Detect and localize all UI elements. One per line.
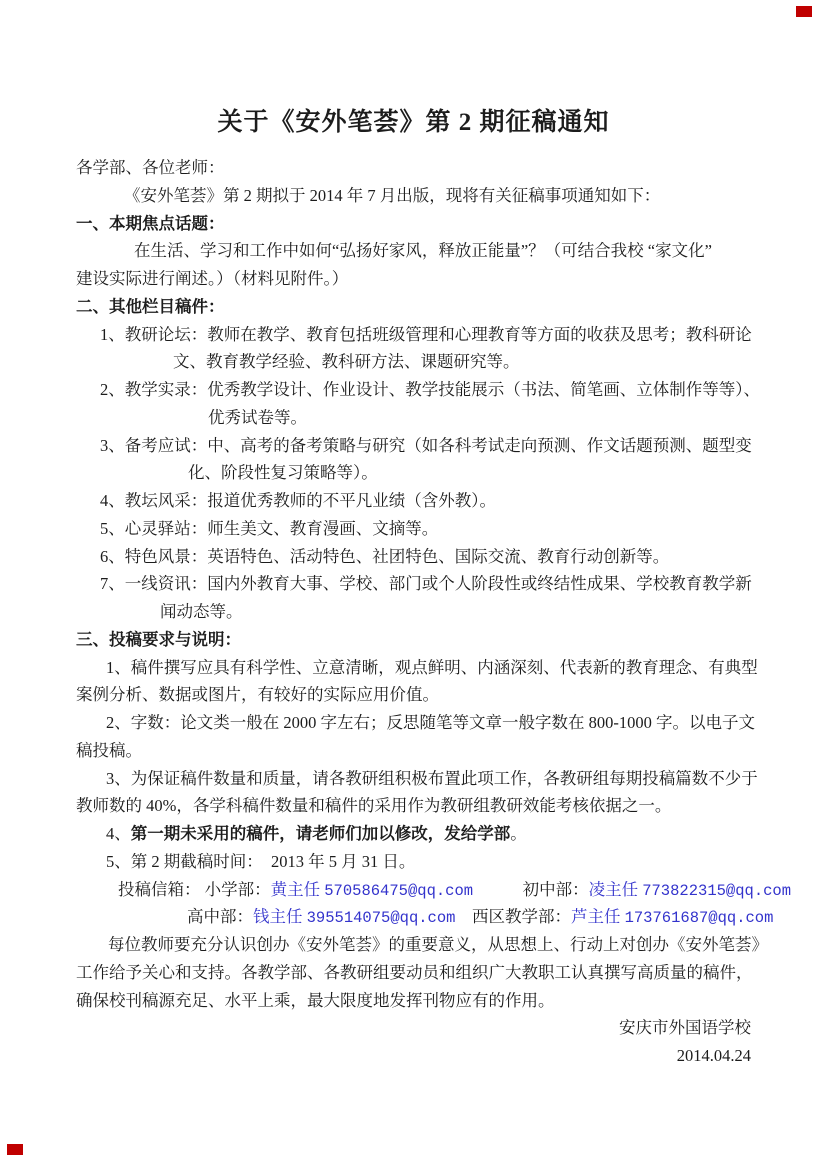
bold-text-run: 一、本期焦点话题：: [76, 214, 225, 233]
document-title: 关于《安外笔荟》第 2 期征稿通知: [217, 109, 610, 136]
text-run: 6、特色风景：英语特色、活动特色、社团特色、国际交流、教育行动创新等。: [100, 546, 670, 566]
signature-line: [76, 1014, 751, 1042]
text-run: 5、第 2 期截稿时间： 2013 年 5 月 31 日。: [106, 851, 416, 871]
doc-line: [76, 626, 751, 654]
contact-line-2: [76, 903, 774, 931]
text-run: 工作给予关心和支持。各教学部、各教研组要动员和组织广大教职工认真撰写高质量的稿件，: [76, 962, 753, 982]
contact-line-1: [76, 876, 792, 904]
text-run: 建设实际进行阐述。）（材料见附件。）: [76, 269, 349, 288]
text-run: 4、教坛风采：报道优秀教师的不平凡业绩（含外教）。: [100, 491, 496, 510]
text-run: 稿投稿。: [76, 740, 142, 760]
text-run: 7、一线资讯：国内外教育大事、学校、部门或个人阶段性或终结性成果、学校教育教学新: [100, 574, 752, 594]
doc-line: [76, 681, 751, 709]
text-run: 安庆市外国语学校: [619, 1018, 751, 1038]
text-run: 初中部：: [473, 879, 589, 899]
text-run: 闻动态等。: [160, 602, 243, 621]
text-run: 在生活、学习和工作中如何“弘扬好家风，释放正能量”？（可结合我校 “家文化”: [134, 241, 712, 261]
doc-line: [76, 459, 751, 487]
doc-line: [76, 820, 751, 848]
text-run: 3、为保证稿件数量和质量，请各教研组积极布置此项工作，各教研组每期投稿篇数不少于: [106, 768, 758, 788]
text-run: 2、字数：论文类一般在 2000 字左右；反思随笔等文章一般字数在 800-1000 字。以电子文: [106, 713, 755, 732]
text-run: 优秀试卷等。: [208, 407, 307, 427]
email-link-primary[interactable]: 570586475@qq.com: [324, 881, 474, 900]
corner-mark-bottom-left: [7, 1144, 23, 1155]
doc-line: [76, 265, 751, 293]
doc-line: [76, 765, 758, 793]
text-run: 确保校刊稿源充足、水平上乘，最大限度地发挥刊物应有的作用。: [76, 990, 555, 1010]
text-run: 化、阶段性复习策略等）。: [188, 463, 378, 483]
text-run: 每位教师要充分认识创办《安外笔荟》的重要意义，从思想上、行动上对创办《安外笔荟》: [108, 935, 768, 954]
text-run: 《安外笔荟》第 2 期拟于 2014 年 7 月出版，现将有关征稿事项通知如下：: [124, 185, 661, 205]
doc-line: [76, 654, 758, 682]
text-run: 文、教育教学经验、教科研方法、课题研究等。: [173, 352, 520, 372]
text-run: 2014.04.24: [676, 1046, 751, 1065]
doc-line: [76, 959, 751, 987]
bold-text-run: 第一期未采用的稿件，请老师们加以修改，发给学部: [130, 825, 511, 843]
doc-line: [76, 598, 751, 626]
text-run: 5、心灵驿站：师生美文、教育漫画、文摘等。: [100, 518, 439, 538]
doc-line: [76, 293, 751, 321]
doc-line: [76, 543, 751, 571]
text-run: 4、: [106, 824, 131, 843]
text-run: 1、稿件撰写应具有科学性、立意清晰，观点鲜明、内涵深刻、代表新的教育理念、有典型: [106, 657, 758, 677]
doc-line: [76, 570, 751, 598]
document-body: [76, 0, 792, 1070]
doc-line: [76, 182, 751, 210]
corner-mark-top-right: [796, 6, 812, 17]
doc-line: [76, 792, 751, 820]
doc-line: [76, 154, 751, 182]
doc-line: [76, 848, 751, 876]
doc-line: [76, 487, 751, 515]
text-run: 西区教学部：: [455, 907, 571, 927]
doc-line: [76, 515, 751, 543]
doc-line: [76, 737, 751, 765]
doc-line: [76, 931, 768, 959]
doc-line: [76, 348, 751, 376]
doc-line: [76, 432, 751, 460]
text-run: 案例分析、数据或图片，有较好的实际应用价值。: [76, 685, 439, 705]
email-link-west[interactable]: 173761687@qq.com: [624, 909, 774, 928]
text-run: 3、备考应试：中、高考的备考策略与研究（如各科考试走向预测、作文话题预测、题型变: [100, 435, 752, 455]
document-lines: [76, 154, 792, 1070]
doc-line: [76, 987, 751, 1015]
doc-line: [76, 210, 751, 238]
email-link-junior[interactable]: 773822315@qq.com: [642, 881, 792, 900]
email-link-senior[interactable]: 395514075@qq.com: [306, 909, 456, 928]
doc-line: [76, 321, 751, 349]
text-run: 投稿信箱： 小学部：: [118, 879, 271, 899]
text-run: 芦主任: [570, 907, 625, 927]
text-run: 黄主任: [270, 879, 325, 899]
bold-text-run: 二、其他栏目稿件：: [76, 297, 225, 316]
text-run: 教师数的 40%，各学科稿件数量和稿件的采用作为教研组教研效能考核依据之一。: [76, 796, 672, 816]
text-run: 高中部：: [187, 907, 253, 927]
text-run: 1、教研论坛：教师在教学、教育包括班级管理和心理教育等方面的收获及思考；教科研论: [100, 324, 752, 344]
text-run: 各学部、各位老师：: [76, 158, 225, 177]
text-run: 。: [510, 824, 527, 843]
text-run: 凌主任: [588, 879, 643, 899]
text-run: 钱主任: [253, 907, 307, 927]
date-line: [76, 1042, 751, 1070]
doc-line: [76, 404, 751, 432]
doc-line: [76, 237, 751, 265]
text-run: 2、教学实录：优秀教学设计、作业设计、教学技能展示（书法、简笔画、立体制作等等）、: [100, 380, 760, 399]
bold-text-run: 三、投稿要求与说明：: [76, 630, 241, 649]
doc-line: [76, 376, 760, 404]
doc-line: [76, 709, 755, 737]
